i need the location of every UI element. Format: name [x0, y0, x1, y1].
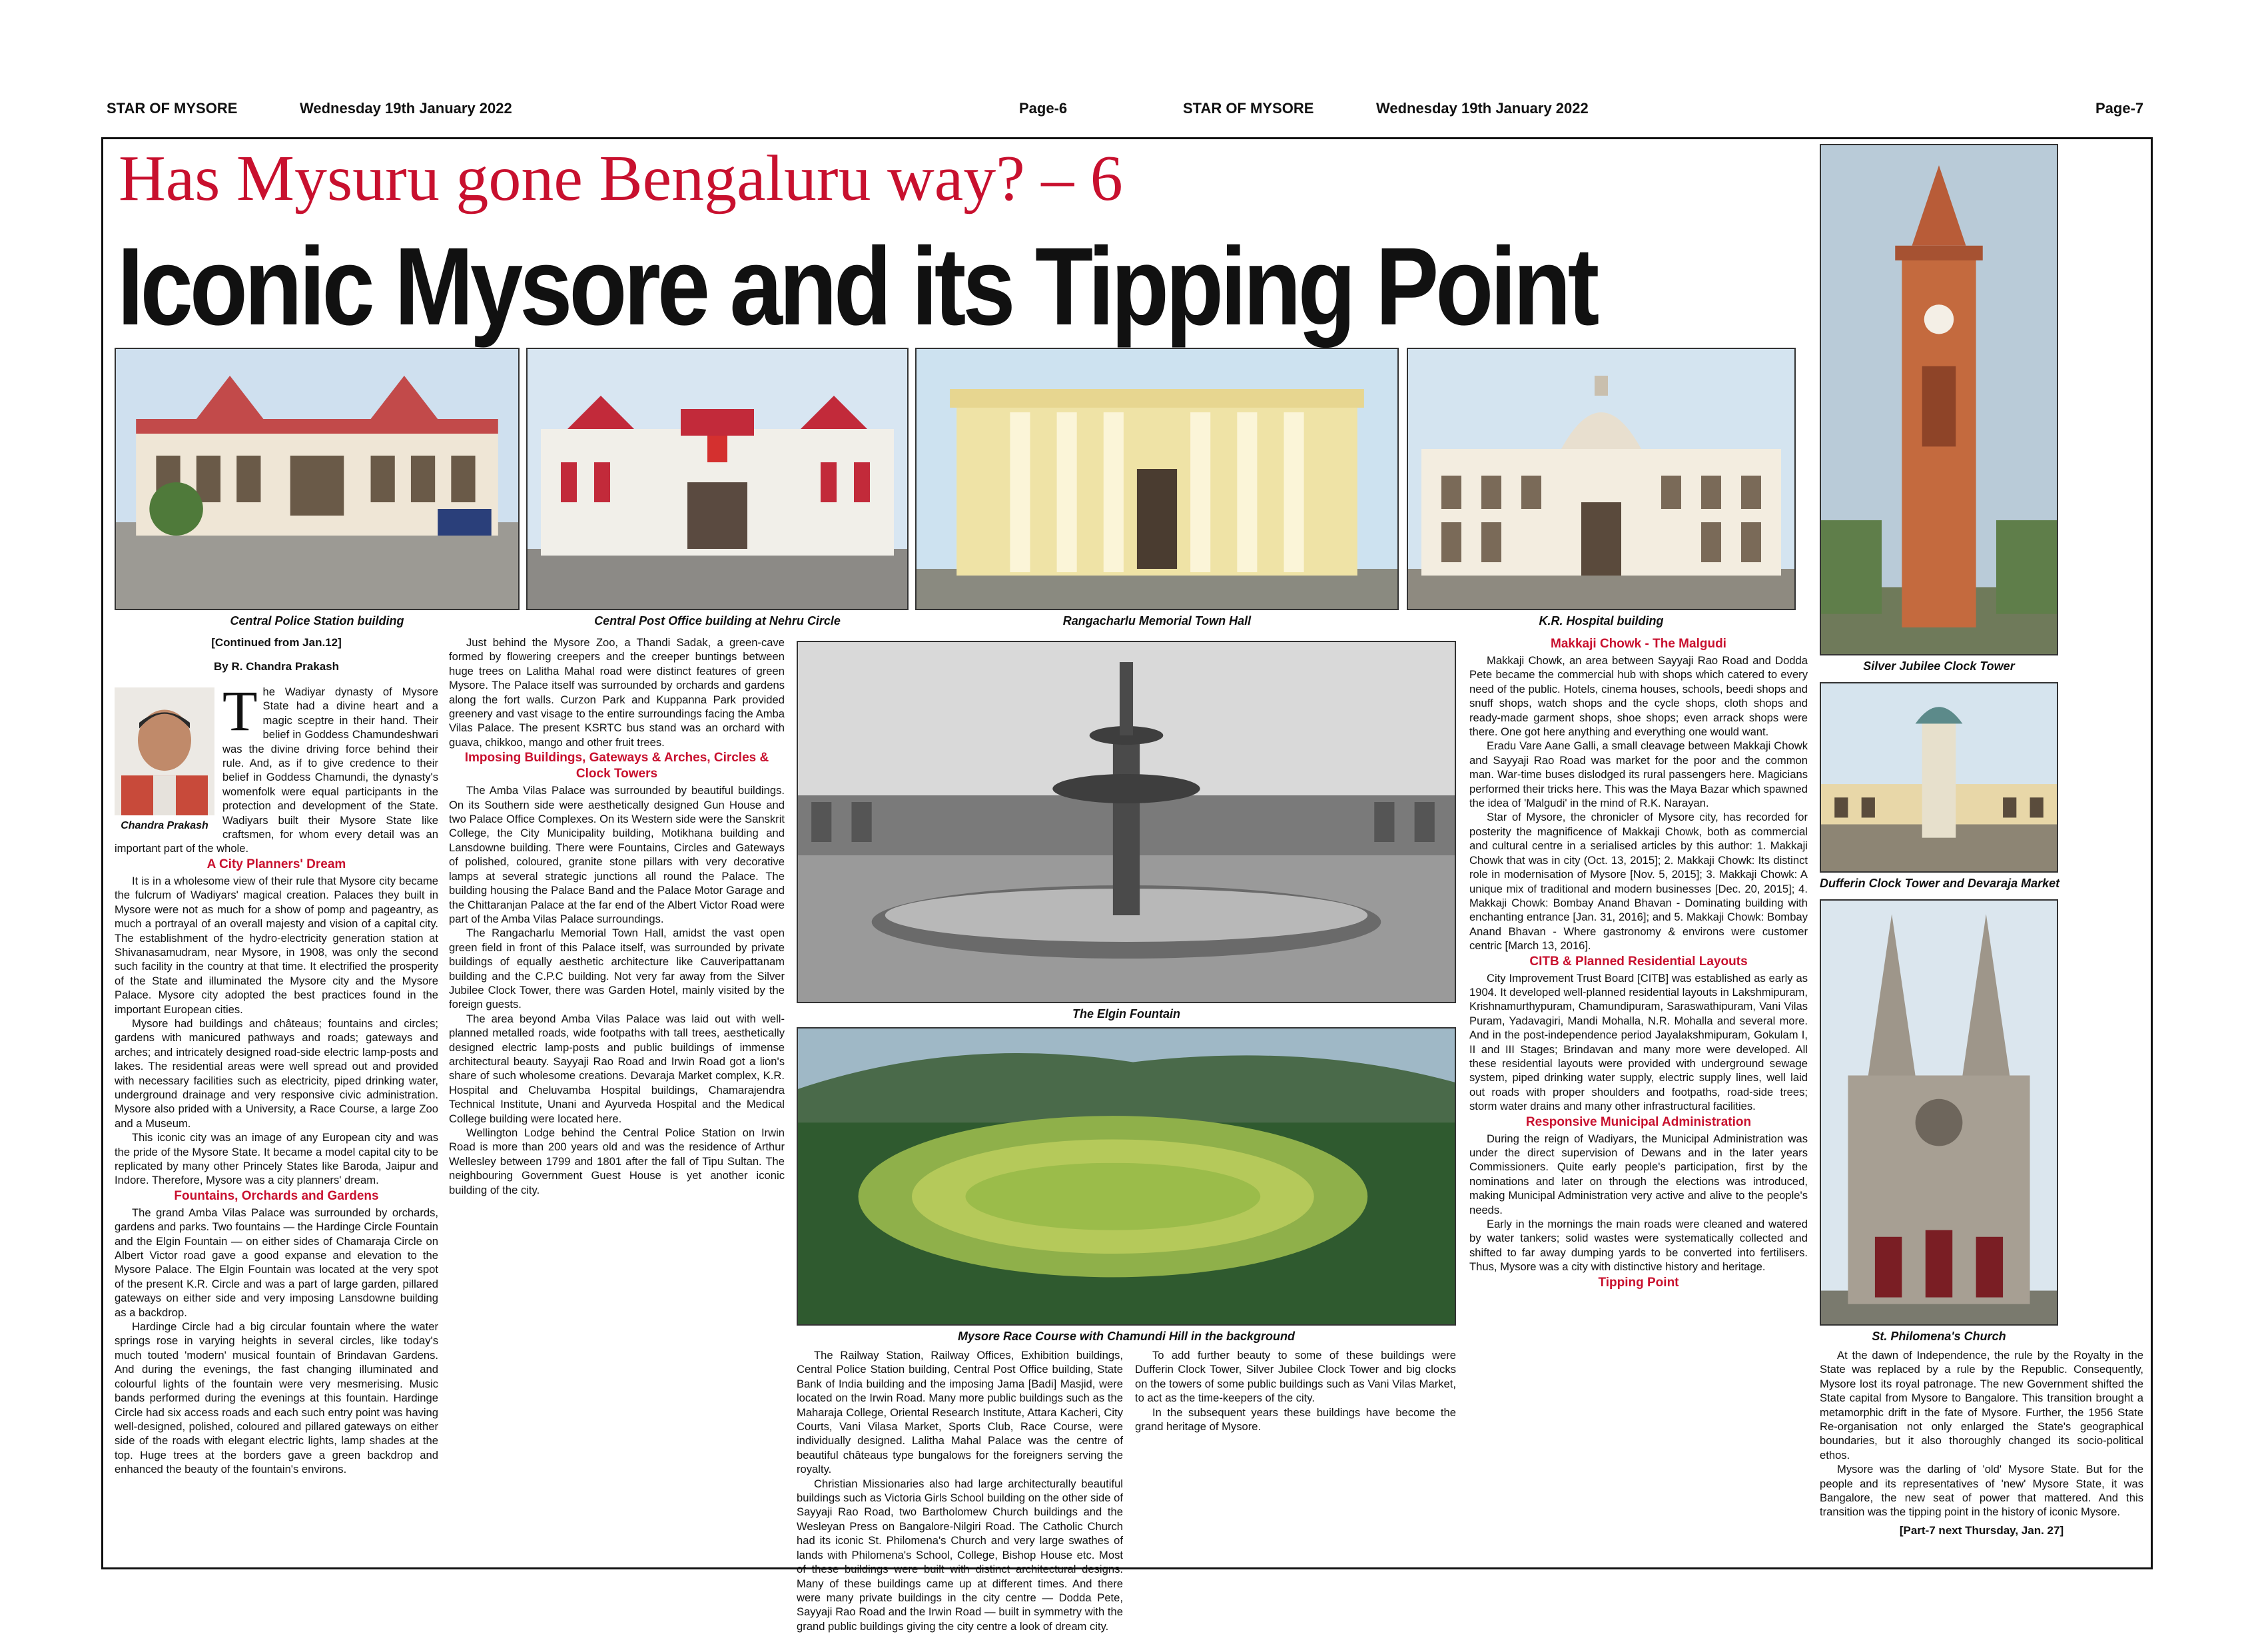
post-office-photo	[526, 348, 909, 610]
elgin-fountain-caption: The Elgin Fountain	[1072, 1007, 1180, 1021]
subhead-tipping-point: Tipping Point	[1598, 1275, 1679, 1290]
paragraph: Christian Missionaries also had large architecturally beautiful buildings such as Victoria Girls School building on the other side of Sayyaji Rao Road, two Bartholomew Church buildings and the Wesleyan Press on Bangalore-Nilgiri Road. The Catholic Church had its iconic St. Philomena's Church and very large swathes of lands with Philomena's School, College, Bishop House etc. Most of these buildings were built with distinct architectural designs. Many of these buildings came up at different times. And there were many private buildings in the city centre — Dodda Pete, Sayyaji Rao Road and the Irwin Road — built in symmetry with the grand public buildings giving the city centre a look of dream city.	[797, 1477, 1123, 1633]
article-column-2	[449, 635, 785, 1565]
subhead-imposing-buildings: Imposing Buildings, Gateways & Arches, Circles & Clock Towers	[464, 751, 769, 781]
clock-tower-photo	[1820, 144, 2058, 655]
article-column-6	[1820, 1348, 2143, 1565]
police-station-caption: Central Police Station building	[230, 614, 404, 627]
intro-paragraph: he Wadiyar dynasty of Mysore State had a divine heart and a magic sceptre in their hand. Their belief in Goddess Chamundeshwari was the divine driving force behind their rule. And, as if to give credence to their belief in Goddess Chamundi, the dynasty's womenfolk were equal participants in the protection and development of the State. Wadiyars built their Mysore State like craftsmen, for whom every detail was an important part of the whole.	[115, 685, 438, 855]
paragraph: City Improvement Trust Board [CITB] was established as early as 1904. It developed well-planned residential layouts in Lakshmipuram, Krishnamurthypuram, Chamundipuram, Saraswathipuram, Vani Vilas Puram, Yadavagiri, Mandi Mohalla, N.R. Mohalla and several more. And in the post-independence period Jayalakshmipuram, Gokulam I, II and III Stages; Brindavan and many more were developed. All these residential layouts were provided with underground sewage system, piped drinking water supply, electric supply lines, well laid out roads with proper shoulders and footpaths, road-side trees; storm water drains and many other infrastructural facilities.	[1469, 971, 1808, 1113]
paragraph: Mysore was the darling of 'old' Mysore State. But for the people and its representatives of 'new' Mysore State, it was Bangalore, the new seat of power that mattered. And this transition was the tipping point in the history of iconic Mysore.	[1820, 1463, 2143, 1519]
article-column-3	[797, 1348, 1123, 1633]
race-course-caption: Mysore Race Course with Chamundi Hill in the background	[957, 1330, 1296, 1343]
paragraph: The area beyond Amba Vilas Palace was laid out with well-planned metalled roads, wide footpaths with tall trees, aesthetically designed electric lamp-posts and public buildings of immense architectural beauty. Sayyaji Rao Road and Irwin Road got a lion's share of such wholesome creations. Devaraja Market complex, K.R. Hospital and Cheluvamba Hospital buildings, Chamarajendra Technical Institute, Unani and Ayurveda Hospital and the Medical College building were located here.	[449, 1012, 785, 1125]
running-head-right	[1183, 100, 2142, 127]
continued-next-note: [Part-7 next Thursday, Jan. 27]	[1899, 1523, 2064, 1537]
subhead-makkaji-chowk: Makkaji Chowk - The Malgudi	[1551, 637, 1726, 651]
running-head-left	[107, 100, 1072, 127]
paragraph: It is in a wholesome view of their rule that Mysore city became the fulcrum of Wadiyars' magical creation. Palaces they built in Mysore were not as much for a show of pomp and pageantry, as much a portrayal of an overall majesty and vision of a capital city. The establishment of the hydro-electricity generation station at Shivanasamudram, near Mysore, in 1908, was only the second such facility in the country at that time. It electrified the prosperity of the State and illuminated the Mysore city and the Mysore Palace. Mysore city adopted the best practices found in the important European cities.	[115, 874, 438, 1016]
page-number: Page-6	[1019, 100, 1068, 117]
paragraph: The Railway Station, Railway Offices, Exhibition buildings, Central Police Station building, Central Post Office building, State Bank of India building and the imposing Jama [Badi] Masjid, were located on the Irwin Road. Many more public buildings such as the Maharaja College, Oriental Research Institute, Attara Kacheri, City Courts, Vani Vilasa Market, Sports Club, Race Course, were individually designed. Lalitha Mahal Palace was the centre of beautiful châteaus type bungalows for the foreigners serving the royalty.	[797, 1349, 1123, 1476]
paragraph: Star of Mysore, the chronicler of Mysore city, has recorded for posterity the magnificence of Makkaji Chowk, both as commercial and cultural centre in a serialised articles by this author: 1. Makkaji Chowk that was in city (Oct. 13, 2015]; 2. Makkaji Chowk: Its distinct role in modernisation of Mysore [Nov. 5, 2015]; 3. Makkaji Chowk: A unique mix of traditional and modern businesses [Dec. 20, 2015]; 4. Makkaji Chowk: Bombay Anand Bhavan - Dominating building with enchanting entrance [Jan. 31, 2016]; and 5. Makkaji Chowk: Bombay Anand Bhavan - Where gastronomy & environs were customer centric [March 13, 2016].	[1469, 811, 1808, 953]
paragraph: The Amba Vilas Palace was surrounded by beautiful buildings. On its Southern side were aesthetically designed Gun House and two Palace Office Complexes. On its Western side were the Sanskrit College, the City Municipality building, Motikhana building and Lansdowne building. There were Fountains, Circles and Gateways of polished, coloured, granite stone pillars with very decorative lamps at several strategic junctions all round the Palace. The building housing the Palace Band and the Palace Motor Garage and the Chittaranjan Palace at the far end of the Albert Victor Road were part of the Amba Vilas Palace surroundings.	[449, 784, 785, 925]
church-caption: St. Philomena's Church	[1872, 1330, 2006, 1343]
church-photo	[1820, 899, 2058, 1326]
subhead-citb: CITB & Planned Residential Layouts	[1529, 954, 1748, 969]
town-hall-caption: Rangacharlu Memorial Town Hall	[1062, 614, 1252, 627]
kr-hospital-caption: K.R. Hospital building	[1539, 614, 1664, 627]
kr-hospital-photo	[1407, 348, 1796, 610]
page-number: Page-7	[2095, 100, 2144, 117]
race-course-photo	[797, 1027, 1456, 1326]
drop-cap: T	[222, 679, 258, 743]
paragraph: Mysore had buildings and châteaus; fountains and circles; gardens with manicured pathways and roads; gateways and arches; and intricately designed road-side electric lamp-posts and lakes. The residential areas were well spread out and provided with necessary facilities such as electricity, piped drinking water, underground drainage and very responsive civic administration. Mysore also prided with a University, a Race Course, a large Zoo and a Museum.	[115, 1017, 438, 1130]
article-column-5	[1469, 635, 1808, 1565]
subhead-fountains: Fountains, Orchards and Gardens	[174, 1188, 379, 1203]
issue-date: Wednesday 19th January 2022	[300, 100, 512, 117]
paragraph: Makkaji Chowk, an area between Sayyaji Rao Road and Dodda Pete became the commercial hub with shops which catered to every need of the public. Hotels, cinema houses, schools, beedi shops and snuff shops, watch shops and the cycle shops, cloth shops and ready-made garment shops, shoe shops; even arrack shops were there. One got here anything and everything one would want.	[1469, 654, 1808, 739]
dufferin-tower-photo	[1820, 682, 2058, 873]
author-photo	[115, 687, 214, 833]
paragraph: The Rangacharlu Memorial Town Hall, amidst the vast open green field in front of this Palace itself, was surrounded by private buildings of equally aesthetic architecture like Cauveripattanam building and the C.P.C building. Not very far away from the Silver Jubilee Clock Tower, there was Garden Hotel, mainly visited by the foreign guests.	[449, 927, 785, 1011]
paragraph: Early in the mornings the main roads were cleaned and watered by water tankers; solid wastes were systematically collected and shifted to far away dumping yards to be converted into fertilisers. Thus, Mysore was a city with distinctive history and heritage.	[1469, 1218, 1808, 1274]
dufferin-tower-caption: Dufferin Clock Tower and Devaraja Market	[1820, 877, 2060, 890]
paper-name: STAR OF MYSORE	[1183, 100, 1314, 117]
byline: By R. Chandra Prakash	[213, 660, 339, 673]
paragraph: Hardinge Circle had a big circular fountain where the water springs rose in varying heights in several circles, like today's much touted 'modern' musical fountain of Brindavan Gardens. And during the evenings, the fast changing illuminated and colourful lights of the fountain were very mesmerising. Music bands performed during the evenings at this fountain. Hardinge Circle had six access roads and each such entry point was having well-designed, polished, coloured and pillared gateways on either side of the roads with elegant electric lights, lamp shades at the top. Huge trees at the borders gave a green backdrop and enhanced the beauty of the fountain's environs.	[115, 1320, 438, 1476]
article-column-4	[1135, 1348, 1456, 1565]
paragraph: During the reign of Wadiyars, the Municipal Administration was under the direct supervision of Dewans and in the later years Commissioners. Quite early people's participation, first by the nominations and later on through the elections was introduced, making Municipal Administration very active and alive to the people's needs.	[1469, 1132, 1808, 1216]
continued-note: [Continued from Jan.12]	[211, 636, 342, 649]
author-caption: Chandra Prakash	[115, 819, 214, 833]
series-kicker: Has Mysuru gone Bengaluru way? – 6	[119, 143, 1123, 214]
subhead-municipal: Responsive Municipal Administration	[1525, 1114, 1752, 1129]
article-column-1	[115, 635, 438, 1565]
paragraph: In the subsequent years these buildings have become the grand heritage of Mysore.	[1135, 1406, 1456, 1434]
paragraph: Eradu Vare Aane Galli, a small cleavage between Makkaji Chowk and Sayyaji Rao Road was market for the poor and the common man. War-time buses dislodged its rural passengers here. Magicians performed their tricks here. This was the Maya Bazar which spawned the idea of 'Malgudi' in the mind of R.K. Narayan.	[1469, 739, 1808, 810]
paragraph: Wellington Lodge behind the Central Police Station on Irwin Road is more than 200 years old and was the residence of Arthur Wellesley between 1799 and 1801 after the fall of Tipu Sultan. The neighbouring Government Guest House is yet another iconic building of the city.	[449, 1126, 785, 1196]
paragraph: This iconic city was an image of any European city and was the pride of the Mysore State. It became a model capital city to be replicated by many other Princely States like Baroda, Jaipur and Indore. Therefore, Mysore was a city planners' dream.	[115, 1131, 438, 1187]
paragraph: The grand Amba Vilas Palace was surrounded by orchards, gardens and parks. Two fountains — the Hardinge Circle Fountain and the Elgin Fountain — on either sides of Chamaraja Circle on Albert Victor road gave a good expanse and elevation to the Mysore Palace. The Elgin Fountain was located at the very spot of the present K.R. Circle and was a part of large garden, pillared gateways on either side and very imposing Lansdowne building as a backdrop.	[115, 1206, 438, 1319]
subhead-city-planners: A City Planners' Dream	[206, 857, 346, 871]
paragraph: To add further beauty to some of these buildings were Dufferin Clock Tower, Silver Jubilee Clock Tower and big clocks on the towers of some public buildings such as Vani Vilas Market, to act as the time-keepers of the city.	[1135, 1349, 1456, 1405]
paper-name: STAR OF MYSORE	[107, 100, 238, 117]
elgin-fountain-photo	[797, 641, 1456, 1003]
issue-date: Wednesday 19th January 2022	[1376, 100, 1589, 117]
headline: Iconic Mysore and its Tipping Point	[117, 225, 1597, 348]
paragraph: At the dawn of Independence, the rule by the Royalty in the State was replaced by a rule by the Republic. Consequently, Mysore lost its royal patronage. The new Government shifted the State capital from Mysore to Bangalore. This transition brought a metamorphic drift in the fate of Mysore. Further, the 1956 State Re-organisation not only enlarged the State's geographical boundaries, but it also thoroughly changed its socio-political ethos.	[1820, 1349, 2143, 1461]
police-station-photo	[115, 348, 520, 610]
post-office-caption: Central Post Office building at Nehru Circle	[594, 614, 841, 627]
clock-tower-caption: Silver Jubilee Clock Tower	[1863, 659, 2015, 673]
town-hall-photo	[915, 348, 1399, 610]
paragraph: Just behind the Mysore Zoo, a Thandi Sadak, a green-cave formed by flowering creepers and the creeper buntings between huge trees on Lalitha Mahal road were distinct features of green Mysore. The Palace itself was surrounded by orchards and gardens along the fort walls. Curzon Park and Kuppanna Park provided greenery and vast visage to the entire surroundings facing the Amba Vilas Palace. The present KSRTC bus stand was an orchard with guava, chikkoo, mango and other fruit trees.	[449, 636, 785, 749]
